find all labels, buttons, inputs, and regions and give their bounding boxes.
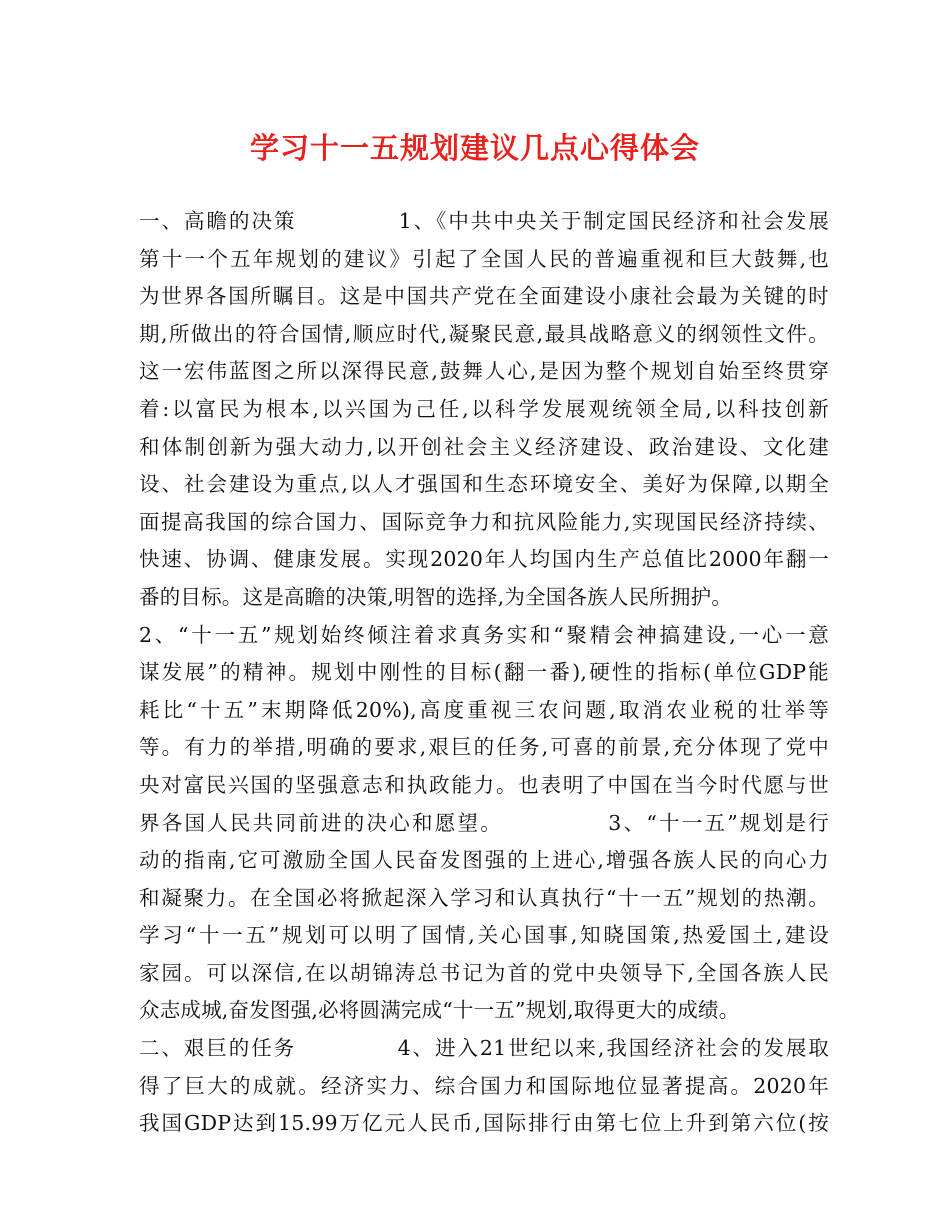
document-title: 学习十一五规划建议几点心得体会 [249,131,700,165]
document-body [139,203,829,1143]
body-line: 央对富民兴国的坚强意志和执政能力。也表明了中国在当今时代愿与世 [139,772,829,797]
body-line: 耗比“十五”末期降低20%),高度重视三农问题,取消农业税的壮举等 [139,697,829,722]
body-line: 谋发展”的精神。规划中刚性的目标(翻一番),硬性的指标(单位GDP能 [139,660,829,685]
body-line: 一、高瞻的决策 1、《中共中央关于制定国民经济和社会发展 [139,209,829,233]
body-line: 期,所做出的符合国情,顺应时代,凝聚民意,最具战略意义的纲领性文件。 [139,321,829,346]
body-line: 为世界各国所瞩目。这是中国共产党在全面建设小康社会最为关键的时 [139,284,829,309]
body-line: 和体制创新为强大动力,以开创社会主义经济建设、政治建设、文化建 [139,434,829,459]
body-line: 快速、协调、健康发展。实现2020年人均国内生产总值比2000年翻一 [139,547,829,572]
body-line: 二、艰巨的任务 4、进入21世纪以来,我国经济社会的发展取 [139,1036,829,1061]
body-line: 等。有力的举措,明确的要求,艰巨的任务,可喜的前景,充分体现了党中 [139,735,829,760]
body-line: 得了巨大的成就。经济实力、综合国力和国际地位显著提高。2020年 [139,1073,829,1098]
body-line: 这一宏伟蓝图之所以深得民意,鼓舞人心,是因为整个规划自始至终贯穿 [139,359,829,384]
body-line: 界各国人民共同前进的决心和愿望。 3、“十一五”规划是行 [139,810,829,835]
body-line: 众志成城,奋发图强,必将圆满完成“十一五”规划,取得更大的成绩。 [139,998,740,1023]
body-line: 学习“十一五”规划可以明了国情,关心国事,知晓国策,热爱国土,建设 [139,923,829,948]
body-line: 家园。可以深信,在以胡锦涛总书记为首的党中央领导下,全国各族人民 [139,960,829,985]
body-line: 和凝聚力。在全国必将掀起深入学习和认真执行“十一五”规划的热潮。 [139,885,829,910]
body-line: 着:以富民为根本,以兴国为己任,以科学发展观统领全局,以科技创新 [139,396,829,421]
body-line: 我国GDP达到15.99万亿元人民币,国际排行由第七位上升到第六位(按 [139,1111,829,1136]
body-line: 2、“十一五”规划始终倾注着求真务实和“聚精会神搞建设,一心一意 [139,622,829,647]
body-line: 面提高我国的综合国力、国际竞争力和抗风险能力,实现国民经济持续、 [139,509,829,534]
body-line: 动的指南,它可激励全国人民奋发图强的上进心,增强各族人民的向心力 [139,848,829,873]
body-line: 设、社会建设为重点,以人才强国和生态环境安全、美好为保障,以期全 [139,472,829,497]
body-line: 番的目标。这是高瞻的决策,明智的选择,为全国各族人民所拥护。 [139,584,733,609]
body-line: 第十一个五年规划的建议》引起了全国人民的普遍重视和巨大鼓舞,也 [139,246,829,271]
